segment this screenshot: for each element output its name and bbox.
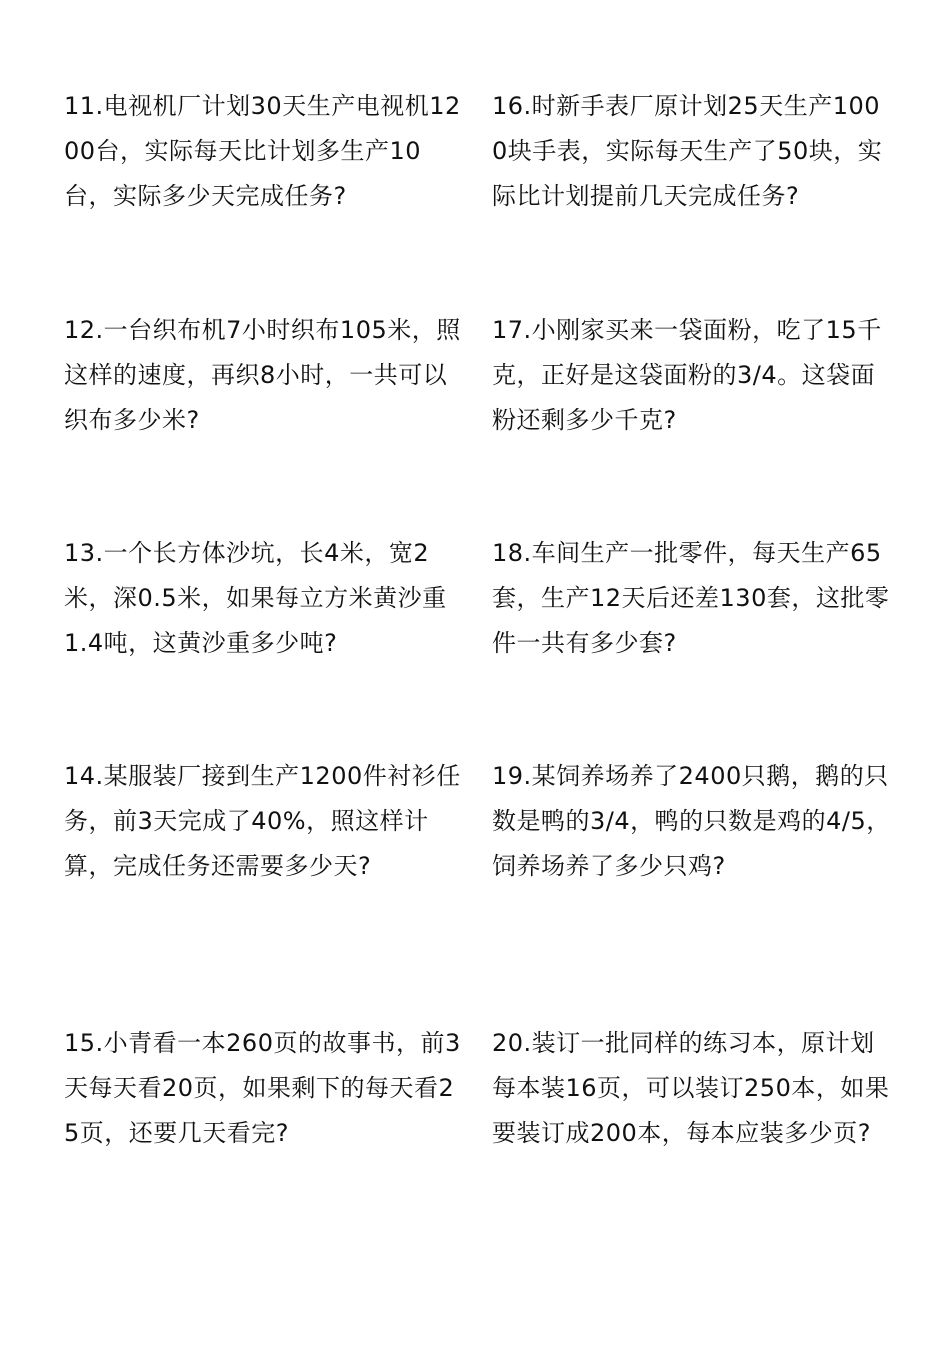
problem-17: 17.小刚家买来一袋面粉，吃了15千克，正好是这袋面粉的3/4。这袋面粉还剩多少千克?	[492, 316, 882, 434]
problem-15: 15.小青看一本260页的故事书，前3天每天看20页，如果剩下的每天看25页，还要几天看完?	[64, 1029, 461, 1147]
problem-13: 13.一个长方体沙坑，长4米，宽2米，深0.5米，如果每立方米黄沙重1.4吨，这黄沙重多少吨?	[64, 539, 447, 657]
problem-12: 12.一台织布机7小时织布105米，照这样的速度，再织8小时，一共可以织布多少米?	[64, 316, 461, 434]
problem-20: 20.装订一批同样的练习本，原计划每本装16页，可以装订250本，如果要装订成200本，每本应装多少页?	[492, 1029, 890, 1147]
problem-11: 11.电视机厂计划30天生产电视机1200台，实际每天比计划多生产10台，实际多少天完成任务?	[64, 92, 461, 210]
problem-18: 18.车间生产一批零件，每天生产65套，生产12天后还差130套，这批零件一共有多少套?	[492, 539, 890, 657]
problem-16: 16.时新手表厂原计划25天生产1000块手表，实际每天生产了50块，实际比计划提前几天完成任务?	[492, 92, 883, 210]
problem-14: 14.某服装厂接到生产1200件衬衫任务，前3天完成了40%，照这样计算，完成任务还需要多少天?	[64, 762, 461, 880]
problem-19: 19.某饲养场养了2400只鹅，鹅的只数是鸭的3/4，鸭的只数是鸡的4/5，饲养场养了多少只鸡?	[492, 762, 891, 880]
